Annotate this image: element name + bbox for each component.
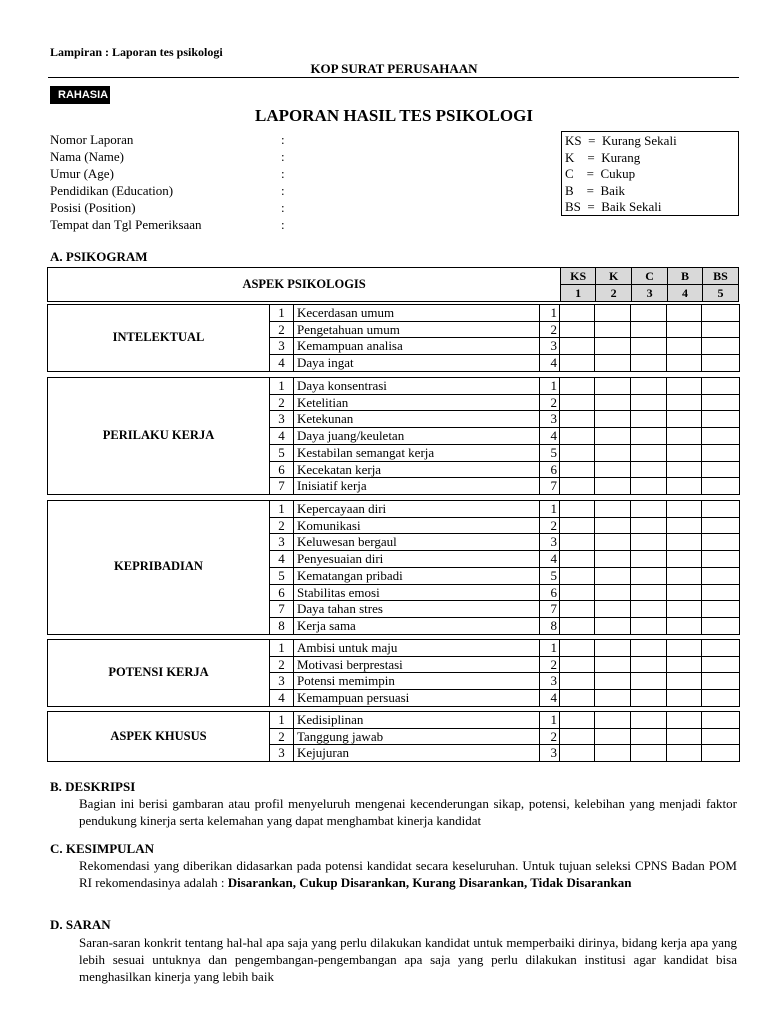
score-cell[interactable] bbox=[667, 394, 702, 411]
score-cell[interactable] bbox=[595, 321, 631, 338]
score-cell[interactable] bbox=[631, 378, 667, 395]
table-row bbox=[48, 712, 740, 729]
item-number-right: 6 bbox=[540, 461, 560, 478]
table-row bbox=[48, 378, 740, 395]
table-row bbox=[48, 501, 740, 518]
item-number-right: 3 bbox=[540, 745, 560, 762]
legend-item: BS = Baik Sekali bbox=[565, 199, 662, 215]
score-cell[interactable] bbox=[560, 712, 595, 729]
score-cell[interactable] bbox=[667, 338, 702, 355]
item-label: Kemampuan persuasi bbox=[294, 690, 540, 707]
rahasia-badge: RAHASIA bbox=[50, 86, 110, 104]
score-cell[interactable] bbox=[702, 601, 740, 618]
score-cell[interactable] bbox=[631, 394, 667, 411]
score-cell[interactable] bbox=[560, 378, 595, 395]
item-label: Motivasi berprestasi bbox=[294, 656, 540, 673]
score-cell[interactable] bbox=[702, 517, 740, 534]
item-number-right: 5 bbox=[540, 444, 560, 461]
item-number: 3 bbox=[270, 673, 294, 690]
score-cell[interactable] bbox=[631, 601, 667, 618]
score-cell[interactable] bbox=[560, 690, 595, 707]
item-number-right: 3 bbox=[540, 673, 560, 690]
score-cell[interactable] bbox=[560, 745, 595, 762]
psikogram-group-table bbox=[47, 639, 740, 707]
item-number: 2 bbox=[270, 321, 294, 338]
score-cell[interactable] bbox=[560, 501, 595, 518]
item-number: 4 bbox=[270, 428, 294, 445]
info-label: Nomor Laporan bbox=[50, 132, 134, 147]
psikogram-group-table bbox=[47, 500, 740, 635]
score-cell[interactable] bbox=[595, 461, 631, 478]
item-number: 6 bbox=[270, 461, 294, 478]
score-cell[interactable] bbox=[595, 584, 631, 601]
item-label: Ketekunan bbox=[294, 411, 540, 428]
item-label: Kecekatan kerja bbox=[294, 461, 540, 478]
item-label: Tanggung jawab bbox=[294, 728, 540, 745]
info-colon: : bbox=[281, 149, 285, 164]
score-cell[interactable] bbox=[667, 656, 702, 673]
item-label: Penyesuaian diri bbox=[294, 551, 540, 568]
score-cell[interactable] bbox=[631, 444, 667, 461]
item-label: Daya konsentrasi bbox=[294, 378, 540, 395]
score-cell[interactable] bbox=[560, 584, 595, 601]
psikogram-group-table bbox=[47, 304, 740, 372]
item-label: Daya juang/keuletan bbox=[294, 428, 540, 445]
item-number-right: 1 bbox=[540, 640, 560, 657]
item-number-right: 8 bbox=[540, 617, 560, 634]
score-cell[interactable] bbox=[667, 428, 702, 445]
info-label: Tempat dan Tgl Pemeriksaan bbox=[50, 217, 202, 232]
item-label: Inisiatif kerja bbox=[294, 478, 540, 495]
item-number-right: 3 bbox=[540, 338, 560, 355]
score-cell[interactable] bbox=[595, 501, 631, 518]
lampiran-label: Lampiran : Laporan tes psikologi bbox=[50, 45, 223, 59]
score-cell[interactable] bbox=[702, 355, 740, 372]
item-number: 4 bbox=[270, 690, 294, 707]
score-legend bbox=[561, 131, 739, 216]
info-colon: : bbox=[281, 183, 285, 198]
score-cell[interactable] bbox=[631, 640, 667, 657]
info-label: Posisi (Position) bbox=[50, 200, 136, 215]
score-cell[interactable] bbox=[560, 601, 595, 618]
item-label: Kedisiplinan bbox=[294, 712, 540, 729]
kop-surat: KOP SURAT PERUSAHAAN bbox=[310, 61, 478, 76]
item-number: 6 bbox=[270, 584, 294, 601]
score-cell[interactable] bbox=[631, 321, 667, 338]
score-cell[interactable] bbox=[631, 461, 667, 478]
section-c-options: Disarankan, Cukup Disarankan, Kurang Disarankan, Tidak Disarankan bbox=[227, 875, 632, 890]
score-cell[interactable] bbox=[631, 745, 667, 762]
item-number-right: 7 bbox=[540, 601, 560, 618]
score-cell[interactable] bbox=[595, 355, 631, 372]
score-cell[interactable] bbox=[667, 673, 702, 690]
item-number-right: 2 bbox=[540, 321, 560, 338]
item-number-right: 2 bbox=[540, 394, 560, 411]
legend-item: KS = Kurang Sekali bbox=[565, 133, 677, 148]
score-cell[interactable] bbox=[595, 378, 631, 395]
score-cell[interactable] bbox=[595, 394, 631, 411]
header-rule bbox=[48, 77, 739, 78]
item-label: Kemampuan analisa bbox=[294, 338, 540, 355]
score-cell[interactable] bbox=[595, 478, 631, 495]
score-cell[interactable] bbox=[702, 673, 740, 690]
score-cell[interactable] bbox=[702, 551, 740, 568]
legend-item: K = Kurang bbox=[565, 149, 641, 165]
legend-item: B = Baik bbox=[565, 182, 626, 198]
score-cell[interactable] bbox=[667, 690, 702, 707]
score-cell[interactable] bbox=[560, 478, 595, 495]
group-name: PERILAKU KERJA bbox=[48, 378, 270, 495]
score-cell[interactable] bbox=[631, 338, 667, 355]
item-number-right: 1 bbox=[540, 501, 560, 518]
score-cell[interactable] bbox=[631, 355, 667, 372]
table-row bbox=[48, 305, 740, 322]
item-label: Keluwesan bergaul bbox=[294, 534, 540, 551]
item-number: 4 bbox=[270, 551, 294, 568]
item-label: Daya ingat bbox=[294, 355, 540, 372]
score-cell[interactable] bbox=[560, 673, 595, 690]
score-cell[interactable] bbox=[702, 534, 740, 551]
score-cell[interactable] bbox=[702, 461, 740, 478]
section-c-title: C. KESIMPULAN bbox=[50, 841, 155, 856]
item-number: 4 bbox=[270, 355, 294, 372]
score-cell[interactable] bbox=[702, 617, 740, 634]
score-cell[interactable] bbox=[560, 428, 595, 445]
item-number: 2 bbox=[270, 728, 294, 745]
score-cell[interactable] bbox=[631, 673, 667, 690]
score-cell[interactable] bbox=[560, 355, 595, 372]
score-cell[interactable] bbox=[595, 444, 631, 461]
score-cell[interactable] bbox=[702, 338, 740, 355]
score-cell[interactable] bbox=[595, 567, 631, 584]
score-cell[interactable] bbox=[702, 321, 740, 338]
item-number-right: 1 bbox=[540, 378, 560, 395]
score-cell[interactable] bbox=[631, 656, 667, 673]
score-cell[interactable] bbox=[702, 305, 740, 322]
score-cell[interactable] bbox=[560, 640, 595, 657]
score-cell[interactable] bbox=[595, 712, 631, 729]
score-cell[interactable] bbox=[560, 321, 595, 338]
section-c-text: Rekomendasi yang diberikan didasarkan pada potensi kandidat secara keseluruhan. Untuk tujuan seleksi CPNS Badan POM RI rekomendasinya adalah : bbox=[79, 858, 737, 890]
score-cell[interactable] bbox=[595, 656, 631, 673]
score-cell[interactable] bbox=[702, 394, 740, 411]
score-cell[interactable] bbox=[702, 745, 740, 762]
item-label: Pengetahuan umum bbox=[294, 321, 540, 338]
score-cell[interactable] bbox=[702, 712, 740, 729]
score-cell[interactable] bbox=[702, 378, 740, 395]
section-c-paragraph bbox=[79, 857, 737, 891]
score-cell[interactable] bbox=[667, 617, 702, 634]
score-cell[interactable] bbox=[595, 617, 631, 634]
item-number: 7 bbox=[270, 601, 294, 618]
item-label: Kepercayaan diri bbox=[294, 501, 540, 518]
score-cell[interactable] bbox=[702, 428, 740, 445]
score-cell[interactable] bbox=[560, 411, 595, 428]
item-number: 1 bbox=[270, 640, 294, 657]
score-cell[interactable] bbox=[667, 584, 702, 601]
score-number-header: 1 bbox=[561, 285, 596, 302]
item-label: Stabilitas emosi bbox=[294, 584, 540, 601]
score-cell[interactable] bbox=[667, 305, 702, 322]
item-number-right: 5 bbox=[540, 567, 560, 584]
score-cell[interactable] bbox=[631, 712, 667, 729]
item-number: 1 bbox=[270, 712, 294, 729]
score-cell[interactable] bbox=[702, 640, 740, 657]
score-code-header: BS bbox=[702, 268, 738, 285]
score-cell[interactable] bbox=[667, 712, 702, 729]
score-code-header: C bbox=[632, 268, 668, 285]
score-cell[interactable] bbox=[560, 656, 595, 673]
item-number: 3 bbox=[270, 411, 294, 428]
item-number: 5 bbox=[270, 567, 294, 584]
score-cell[interactable] bbox=[667, 321, 702, 338]
score-cell[interactable] bbox=[667, 461, 702, 478]
section-b-text: Bagian ini berisi gambaran atau profil menyeluruh mengenai kecenderungan sikap, potensi, kelebihan yang menjadi faktor pendukung kinerja serta kelemahan yang dapat menghambat kinerja kandidat bbox=[79, 796, 737, 828]
item-label: Kejujuran bbox=[294, 745, 540, 762]
item-number-right: 4 bbox=[540, 428, 560, 445]
group-name: INTELEKTUAL bbox=[48, 305, 270, 372]
score-cell[interactable] bbox=[631, 428, 667, 445]
item-label: Kestabilan semangat kerja bbox=[294, 444, 540, 461]
score-cell[interactable] bbox=[560, 394, 595, 411]
score-cell[interactable] bbox=[667, 601, 702, 618]
score-cell[interactable] bbox=[595, 517, 631, 534]
score-cell[interactable] bbox=[560, 567, 595, 584]
score-cell[interactable] bbox=[560, 461, 595, 478]
score-cell[interactable] bbox=[595, 601, 631, 618]
score-cell[interactable] bbox=[595, 305, 631, 322]
score-cell[interactable] bbox=[702, 501, 740, 518]
score-cell[interactable] bbox=[631, 517, 667, 534]
score-cell[interactable] bbox=[667, 378, 702, 395]
score-cell[interactable] bbox=[631, 690, 667, 707]
score-cell[interactable] bbox=[702, 690, 740, 707]
table-row bbox=[48, 640, 740, 657]
psikogram-group-table bbox=[47, 711, 740, 762]
info-colon: : bbox=[281, 200, 285, 215]
score-number-header: 2 bbox=[596, 285, 632, 302]
info-colon: : bbox=[281, 132, 285, 147]
item-number: 1 bbox=[270, 378, 294, 395]
score-cell[interactable] bbox=[631, 478, 667, 495]
score-cell[interactable] bbox=[595, 411, 631, 428]
score-cell[interactable] bbox=[667, 745, 702, 762]
score-code-header: KS bbox=[561, 268, 596, 285]
score-cell[interactable] bbox=[667, 478, 702, 495]
score-cell[interactable] bbox=[560, 551, 595, 568]
item-number-right: 2 bbox=[540, 728, 560, 745]
item-number-right: 7 bbox=[540, 478, 560, 495]
score-cell[interactable] bbox=[667, 517, 702, 534]
score-cell[interactable] bbox=[667, 501, 702, 518]
info-colon: : bbox=[281, 217, 285, 232]
section-d-title: D. SARAN bbox=[50, 917, 111, 932]
score-cell[interactable] bbox=[595, 690, 631, 707]
item-number-right: 4 bbox=[540, 690, 560, 707]
score-cell[interactable] bbox=[560, 728, 595, 745]
score-cell[interactable] bbox=[560, 444, 595, 461]
group-name: KEPRIBADIAN bbox=[48, 501, 270, 635]
score-cell[interactable] bbox=[667, 728, 702, 745]
item-label: Ketelitian bbox=[294, 394, 540, 411]
score-cell[interactable] bbox=[595, 338, 631, 355]
score-cell[interactable] bbox=[667, 640, 702, 657]
item-number-right: 3 bbox=[540, 534, 560, 551]
score-cell[interactable] bbox=[631, 584, 667, 601]
score-number-header: 4 bbox=[668, 285, 703, 302]
item-number: 7 bbox=[270, 478, 294, 495]
item-label: Kematangan pribadi bbox=[294, 567, 540, 584]
score-cell[interactable] bbox=[631, 411, 667, 428]
psikogram-group-table bbox=[47, 377, 740, 495]
item-label: Kecerdasan umum bbox=[294, 305, 540, 322]
score-cell[interactable] bbox=[702, 567, 740, 584]
score-cell[interactable] bbox=[595, 745, 631, 762]
score-cell[interactable] bbox=[702, 478, 740, 495]
score-cell[interactable] bbox=[631, 501, 667, 518]
score-cell[interactable] bbox=[667, 567, 702, 584]
section-a-title: A. PSIKOGRAM bbox=[50, 249, 148, 264]
score-cell[interactable] bbox=[702, 584, 740, 601]
item-number-right: 2 bbox=[540, 517, 560, 534]
item-number: 1 bbox=[270, 501, 294, 518]
item-number-right: 1 bbox=[540, 712, 560, 729]
item-label: Daya tahan stres bbox=[294, 601, 540, 618]
item-number: 2 bbox=[270, 656, 294, 673]
item-number-right: 1 bbox=[540, 305, 560, 322]
score-cell[interactable] bbox=[667, 551, 702, 568]
score-cell[interactable] bbox=[595, 640, 631, 657]
info-label: Nama (Name) bbox=[50, 149, 124, 164]
info-label: Umur (Age) bbox=[50, 166, 114, 181]
score-cell[interactable] bbox=[631, 305, 667, 322]
score-cell[interactable] bbox=[560, 617, 595, 634]
score-number-header: 3 bbox=[632, 285, 668, 302]
item-number: 8 bbox=[270, 617, 294, 634]
item-label: Kerja sama bbox=[294, 617, 540, 634]
item-number: 5 bbox=[270, 444, 294, 461]
score-cell[interactable] bbox=[702, 728, 740, 745]
item-number: 3 bbox=[270, 534, 294, 551]
item-number-right: 3 bbox=[540, 411, 560, 428]
score-cell[interactable] bbox=[667, 411, 702, 428]
item-number: 3 bbox=[270, 745, 294, 762]
item-label: Potensi memimpin bbox=[294, 673, 540, 690]
psikogram-header-table bbox=[47, 267, 739, 302]
item-number-right: 4 bbox=[540, 355, 560, 372]
score-cell[interactable] bbox=[595, 728, 631, 745]
score-cell[interactable] bbox=[595, 551, 631, 568]
score-cell[interactable] bbox=[667, 534, 702, 551]
score-cell[interactable] bbox=[702, 411, 740, 428]
score-code-header: K bbox=[596, 268, 632, 285]
item-number: 2 bbox=[270, 394, 294, 411]
score-cell[interactable] bbox=[631, 728, 667, 745]
score-code-header: B bbox=[668, 268, 703, 285]
info-colon: : bbox=[281, 166, 285, 181]
item-number: 1 bbox=[270, 305, 294, 322]
score-cell[interactable] bbox=[631, 617, 667, 634]
score-cell[interactable] bbox=[631, 551, 667, 568]
item-number-right: 6 bbox=[540, 584, 560, 601]
score-cell[interactable] bbox=[667, 444, 702, 461]
score-cell[interactable] bbox=[560, 338, 595, 355]
score-cell[interactable] bbox=[631, 567, 667, 584]
item-number: 3 bbox=[270, 338, 294, 355]
score-cell[interactable] bbox=[595, 428, 631, 445]
legend-item: C = Cukup bbox=[565, 166, 636, 182]
section-b-title: B. DESKRIPSI bbox=[50, 779, 136, 794]
item-number-right: 4 bbox=[540, 551, 560, 568]
score-cell[interactable] bbox=[667, 355, 702, 372]
score-cell[interactable] bbox=[702, 656, 740, 673]
info-label: Pendidikan (Education) bbox=[50, 183, 174, 198]
score-cell[interactable] bbox=[560, 305, 595, 322]
score-cell[interactable] bbox=[560, 534, 595, 551]
item-label: Komunikasi bbox=[294, 517, 540, 534]
group-name: ASPEK KHUSUS bbox=[48, 712, 270, 762]
item-label: Ambisi untuk maju bbox=[294, 640, 540, 657]
score-cell[interactable] bbox=[560, 517, 595, 534]
score-cell[interactable] bbox=[595, 673, 631, 690]
section-d-text: Saran-saran konkrit tentang hal-hal apa saja yang perlu dilakukan kandidat untuk memperbaiki dirinya, bidang kerja apa yang lebih sesuai untuknya dan pengembangan-pengembangan apa saja yang perlu dilakukan institusi agar kandidat bisa menghasilkan kinerja yang lebih baik bbox=[79, 935, 737, 984]
group-name: POTENSI KERJA bbox=[48, 640, 270, 707]
page-title: LAPORAN HASIL TES PSIKOLOGI bbox=[255, 106, 533, 125]
score-cell[interactable] bbox=[595, 534, 631, 551]
score-cell[interactable] bbox=[631, 534, 667, 551]
item-number-right: 2 bbox=[540, 656, 560, 673]
item-number: 2 bbox=[270, 517, 294, 534]
score-cell[interactable] bbox=[702, 444, 740, 461]
score-number-header: 5 bbox=[702, 285, 738, 302]
aspek-header: ASPEK PSIKOLOGIS bbox=[48, 268, 561, 302]
